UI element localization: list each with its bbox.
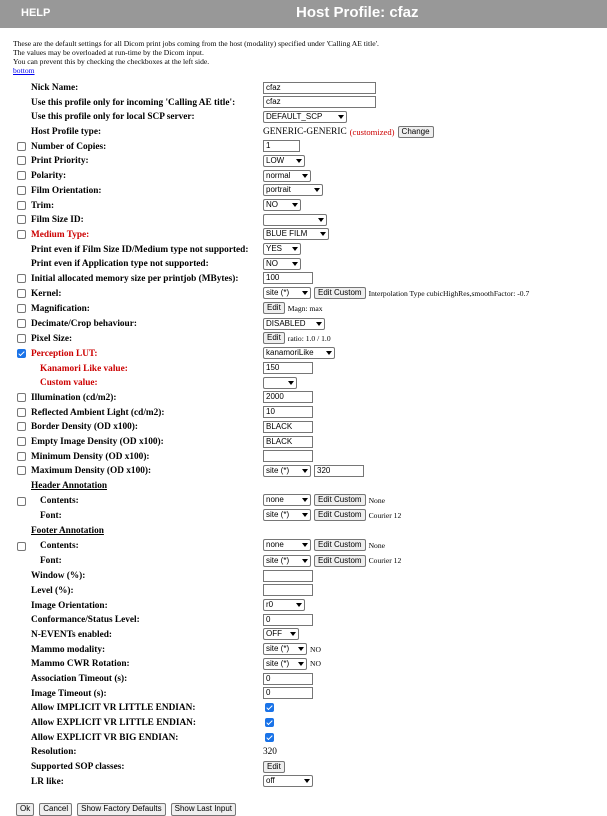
header-font-select[interactable]	[263, 509, 311, 521]
max-density-label: Maximum Density (OD x100):	[31, 466, 152, 477]
perception-lut-checkbox[interactable]	[17, 349, 26, 358]
row-trim	[15, 199, 605, 214]
ambient-input[interactable]: 10	[263, 406, 313, 418]
priority-value: LOW	[266, 155, 285, 165]
kernel-label: Kernel:	[31, 288, 62, 299]
border-density-checkbox[interactable]	[17, 422, 26, 431]
row-max-density	[15, 464, 605, 479]
chevron-down-icon	[298, 662, 304, 666]
nevents-label: N-EVENTs enabled:	[31, 629, 113, 640]
row-local-scp	[15, 110, 605, 125]
decimate-select[interactable]	[263, 318, 325, 330]
row-footer-annotation	[15, 524, 605, 539]
nick-name-label: Nick Name:	[31, 83, 79, 93]
illumination-input[interactable]: 2000	[263, 391, 313, 403]
explicit-le-label: Allow EXPLICIT VR LITTLE ENDIAN:	[31, 718, 196, 729]
chevron-down-icon	[338, 115, 344, 119]
print-app-not-supported-select[interactable]	[263, 258, 301, 270]
memory-input[interactable]: 100	[263, 272, 313, 284]
row-print-app-not-supported	[15, 257, 605, 272]
decimate-value: DISABLED	[266, 318, 306, 328]
row-resolution	[15, 745, 605, 760]
implicit-le-label: Allow IMPLICIT VR LITTLE ENDIAN:	[31, 703, 196, 714]
sop-classes-label: Supported SOP classes:	[31, 762, 125, 773]
row-footer-font	[15, 554, 605, 569]
title-bar	[0, 0, 607, 28]
profile-form	[15, 81, 605, 790]
level-input[interactable]	[263, 584, 313, 596]
row-mammo-modality	[15, 643, 605, 658]
priority-label: Print Priority:	[31, 156, 89, 167]
mammo-cwr-select[interactable]	[263, 658, 307, 670]
show-factory-defaults-button[interactable]: Show Factory Defaults	[77, 803, 165, 816]
row-image-timeout	[15, 687, 605, 702]
medium-type-value: BLUE FILM	[266, 229, 308, 239]
print-app-not-supported-label: Print even if Application type not supported:	[31, 259, 209, 270]
intro-line-1: These are the default settings for all Dicom print jobs coming from the host (modality) specified under 'Calling AE title'.	[13, 39, 379, 48]
row-kernel	[15, 287, 605, 302]
chevron-down-icon	[290, 632, 296, 636]
footer-font-label: Font:	[40, 556, 62, 566]
explicit-be-label: Allow EXPLICIT VR BIG ENDIAN:	[31, 732, 179, 743]
decimate-label: Decimate/Crop behaviour:	[31, 319, 137, 329]
customized-note: (customized)	[349, 126, 395, 137]
polarity-label: Polarity:	[31, 171, 67, 182]
row-host-profile-type	[15, 125, 605, 140]
footer-font-edit-custom-button[interactable]: Edit Custom	[314, 555, 366, 567]
nevents-value: OFF	[266, 629, 282, 639]
mammo-cwr-note: NO	[310, 659, 321, 669]
row-header-contents	[15, 494, 605, 509]
kernel-checkbox[interactable]	[17, 289, 26, 298]
action-bar	[16, 803, 236, 816]
kernel-edit-custom-button[interactable]: Edit Custom	[314, 287, 366, 299]
chevron-down-icon	[326, 351, 332, 355]
header-font-value: site (*)	[266, 510, 290, 520]
nick-name-input[interactable]: cfaz	[263, 82, 376, 94]
conformance-label: Conformance/Status Level:	[31, 615, 140, 626]
row-film-size	[15, 213, 605, 228]
row-ambient	[15, 406, 605, 421]
chevron-down-icon	[302, 469, 308, 473]
row-level	[15, 584, 605, 599]
chevron-down-icon	[304, 779, 310, 783]
intro-line-2: The values may be overloaded at run-time by the Dicom input.	[13, 48, 204, 57]
decimate-checkbox[interactable]	[17, 319, 26, 328]
row-min-density	[15, 450, 605, 465]
chevron-down-icon	[296, 159, 302, 163]
header-contents-label: Contents:	[40, 495, 79, 506]
row-memory	[15, 272, 605, 287]
border-density-input[interactable]: BLACK	[263, 421, 313, 433]
magnification-checkbox[interactable]	[17, 304, 26, 313]
lr-like-value: off	[266, 776, 275, 786]
kanamori-input[interactable]: 150	[263, 362, 313, 374]
chevron-down-icon	[298, 647, 304, 651]
level-label: Level (%):	[31, 585, 74, 596]
row-calling-ae	[15, 96, 605, 111]
header-font-label: Font:	[40, 510, 62, 521]
memory-checkbox[interactable]	[17, 274, 26, 283]
kernel-value: site (*)	[266, 288, 290, 298]
medium-type-checkbox[interactable]	[17, 230, 26, 239]
row-conformance	[15, 613, 605, 628]
row-priority	[15, 154, 605, 169]
medium-type-select[interactable]	[263, 228, 329, 240]
polarity-select[interactable]	[263, 170, 311, 182]
chevron-down-icon	[302, 559, 308, 563]
local-scp-label: Use this profile only for local SCP server:	[31, 112, 195, 123]
illumination-checkbox[interactable]	[17, 393, 26, 402]
local-scp-value: DEFAULT_SCP	[266, 111, 323, 121]
priority-select[interactable]	[263, 155, 305, 167]
min-density-checkbox[interactable]	[17, 452, 26, 461]
header-contents-value: none	[266, 495, 284, 505]
row-illumination	[15, 391, 605, 406]
footer-font-value: site (*)	[266, 555, 290, 565]
row-implicit-le	[15, 701, 605, 716]
chevron-down-icon	[302, 513, 308, 517]
host-profile-type-label: Host Profile type:	[31, 127, 102, 138]
custom-value-label: Custom value:	[40, 378, 98, 389]
copies-input[interactable]: 1	[263, 140, 300, 152]
help-link[interactable]: HELP	[21, 7, 51, 19]
perception-lut-value: kanamoriLike	[266, 348, 314, 358]
header-font-edit-custom-button[interactable]: Edit Custom	[314, 509, 366, 521]
assoc-timeout-input[interactable]: 0	[263, 673, 313, 685]
image-timeout-input[interactable]: 0	[263, 687, 313, 699]
chevron-down-icon	[292, 262, 298, 266]
intro-text	[13, 39, 379, 75]
image-orientation-value: r0	[266, 600, 274, 610]
pixel-size-edit-button[interactable]: Edit	[263, 332, 285, 344]
perception-lut-label: Perception LUT:	[31, 348, 98, 359]
row-polarity	[15, 169, 605, 184]
row-pixel-size	[15, 332, 605, 347]
row-orientation	[15, 184, 605, 199]
lr-like-select[interactable]	[263, 775, 313, 787]
priority-checkbox[interactable]	[17, 156, 26, 165]
chevron-down-icon	[320, 232, 326, 236]
window-input[interactable]	[263, 570, 313, 582]
row-magnification	[15, 302, 605, 317]
show-last-input-button[interactable]: Show Last Input	[171, 803, 236, 816]
row-explicit-le	[15, 716, 605, 731]
max-density-input[interactable]: 320	[314, 465, 364, 477]
chevron-down-icon	[302, 291, 308, 295]
chevron-down-icon	[318, 218, 324, 222]
film-size-checkbox[interactable]	[17, 215, 26, 224]
kernel-select[interactable]	[263, 287, 311, 299]
calling-ae-label: Use this profile only for incoming 'Calling AE title':	[31, 97, 236, 108]
empty-density-label: Empty Image Density (OD x100):	[31, 437, 164, 447]
border-density-label: Border Density (OD x100):	[31, 422, 138, 433]
chevron-down-icon	[288, 381, 294, 385]
copies-checkbox[interactable]	[17, 142, 26, 151]
row-medium-type	[15, 228, 605, 243]
magnification-label: Magnification:	[31, 303, 90, 314]
custom-value-select[interactable]	[263, 377, 297, 389]
footer-contents-value: none	[266, 540, 284, 550]
ambient-label: Reflected Ambient Light (cd/m2):	[31, 407, 165, 418]
empty-density-input[interactable]: BLACK	[263, 436, 313, 448]
row-nevents	[15, 628, 605, 643]
chevron-down-icon	[314, 188, 320, 192]
orientation-checkbox[interactable]	[17, 186, 26, 195]
row-footer-contents	[15, 539, 605, 554]
resolution-value: 320	[263, 746, 277, 757]
medium-type-label: Medium Type:	[31, 229, 90, 240]
memory-label: Initial allocated memory size per printjob (MBytes):	[31, 273, 239, 284]
chevron-down-icon	[302, 174, 308, 178]
trim-label: Trim:	[31, 200, 55, 211]
max-density-select[interactable]	[263, 465, 311, 477]
row-window	[15, 569, 605, 584]
row-header-annotation	[15, 479, 605, 494]
footer-font-note: Courier 12	[368, 556, 402, 565]
conformance-input[interactable]: 0	[263, 614, 313, 626]
mammo-cwr-value: site (*)	[266, 658, 290, 668]
intro-line-3: You can prevent this by checking the checkboxes at the left side.	[13, 57, 210, 66]
assoc-timeout-label: Association Timeout (s):	[31, 674, 128, 684]
header-contents-edit-custom-button[interactable]: Edit Custom	[314, 494, 366, 506]
cancel-button[interactable]: Cancel	[39, 803, 72, 816]
min-density-input[interactable]	[263, 450, 313, 462]
orientation-select[interactable]	[263, 184, 323, 196]
chevron-down-icon	[292, 247, 298, 251]
header-contents-note: None	[368, 495, 386, 505]
copies-label: Number of Copies:	[31, 141, 107, 152]
image-timeout-label: Image Timeout (s):	[31, 688, 107, 699]
magnification-note: Magn: max	[287, 303, 323, 313]
trim-select[interactable]	[263, 199, 301, 211]
footer-annotation-heading: Footer Annotation	[31, 526, 104, 537]
calling-ae-input[interactable]: cfaz	[263, 96, 376, 108]
host-profile-type-value: GENERIC-GENERIC	[263, 126, 347, 137]
row-nick-name	[15, 81, 605, 96]
film-size-label: Film Size ID:	[31, 215, 84, 226]
ok-button[interactable]: Ok	[16, 803, 34, 816]
mammo-modality-value: site (*)	[266, 644, 290, 654]
row-empty-density	[15, 435, 605, 450]
bottom-link[interactable]: bottom	[13, 66, 35, 75]
footer-contents-edit-custom-button[interactable]: Edit Custom	[314, 539, 366, 551]
orientation-label: Film Orientation:	[31, 185, 102, 196]
lr-like-label: LR like:	[31, 776, 64, 787]
explicit-be-checkbox[interactable]	[265, 733, 274, 742]
trim-checkbox[interactable]	[17, 201, 26, 210]
row-explicit-be	[15, 731, 605, 746]
empty-density-checkbox[interactable]	[17, 437, 26, 446]
resolution-label: Resolution:	[31, 747, 77, 758]
print-film-not-supported-value: YES	[266, 244, 283, 254]
max-density-checkbox[interactable]	[17, 466, 26, 475]
chevron-down-icon	[302, 543, 308, 547]
ambient-checkbox[interactable]	[17, 408, 26, 417]
print-app-not-supported-value: NO	[266, 258, 278, 268]
row-header-font	[15, 509, 605, 524]
chevron-down-icon	[296, 603, 302, 607]
orientation-value: portrait	[266, 185, 291, 195]
chevron-down-icon	[292, 203, 298, 207]
trim-value: NO	[266, 200, 278, 209]
nevents-select[interactable]	[263, 628, 299, 640]
row-border-density	[15, 420, 605, 435]
row-decimate	[15, 317, 605, 332]
explicit-le-checkbox[interactable]	[265, 718, 274, 727]
mammo-modality-note: NO	[310, 644, 321, 654]
chevron-down-icon	[316, 322, 322, 326]
image-orientation-select[interactable]	[263, 599, 305, 611]
row-sop-classes	[15, 760, 605, 775]
magnification-edit-button[interactable]: Edit	[263, 302, 285, 314]
footer-contents-select[interactable]	[263, 539, 311, 551]
mammo-modality-select[interactable]	[263, 643, 307, 655]
print-film-not-supported-select[interactable]	[263, 243, 301, 255]
mammo-cwr-label: Mammo CWR Rotation:	[31, 659, 130, 670]
row-custom-value	[15, 376, 605, 391]
sop-classes-edit-button[interactable]: Edit	[263, 761, 285, 773]
row-perception-lut	[15, 347, 605, 362]
pixel-size-note: ratio: 1.0 / 1.0	[287, 333, 331, 343]
row-mammo-cwr	[15, 657, 605, 672]
footer-contents-label: Contents:	[40, 540, 79, 551]
row-image-orientation	[15, 599, 605, 614]
chevron-down-icon	[302, 498, 308, 502]
footer-font-select[interactable]	[263, 555, 311, 567]
min-density-label: Minimum Density (OD x100):	[31, 451, 150, 462]
change-button[interactable]: Change	[398, 126, 434, 138]
polarity-value: normal	[266, 170, 291, 180]
film-size-select[interactable]	[263, 214, 327, 226]
footer-annotation-checkbox[interactable]	[17, 542, 26, 551]
row-copies	[15, 140, 605, 155]
header-annotation-checkbox[interactable]	[17, 497, 26, 506]
perception-lut-select[interactable]	[263, 347, 335, 359]
mammo-modality-label: Mammo modality:	[31, 644, 106, 655]
row-print-film-not-supported	[15, 243, 605, 258]
header-font-note: Courier 12	[368, 510, 402, 520]
footer-contents-note: None	[368, 540, 386, 550]
illumination-label: Illumination (cd/m2):	[31, 392, 117, 403]
max-density-value: site (*)	[266, 465, 290, 475]
image-orientation-label: Image Orientation:	[31, 600, 108, 611]
polarity-checkbox[interactable]	[17, 171, 26, 180]
page-title: Host Profile: cfaz	[296, 4, 419, 21]
header-annotation-heading: Header Annotation	[31, 481, 108, 492]
row-kanamori	[15, 362, 605, 377]
pixel-size-checkbox[interactable]	[17, 334, 26, 343]
local-scp-select[interactable]	[263, 111, 347, 123]
row-lr-like	[15, 775, 605, 790]
header-contents-select[interactable]	[263, 494, 311, 506]
row-assoc-timeout	[15, 672, 605, 687]
pixel-size-label: Pixel Size:	[31, 333, 73, 344]
kanamori-label: Kanamori Like value:	[40, 363, 128, 374]
implicit-le-checkbox[interactable]	[265, 703, 274, 712]
print-film-not-supported-label: Print even if Film Size ID/Medium type not supported:	[31, 244, 249, 255]
kernel-note: Interpolation Type cubicHighRes,smoothFactor: -0.7	[368, 288, 530, 298]
window-label: Window (%):	[31, 571, 86, 582]
